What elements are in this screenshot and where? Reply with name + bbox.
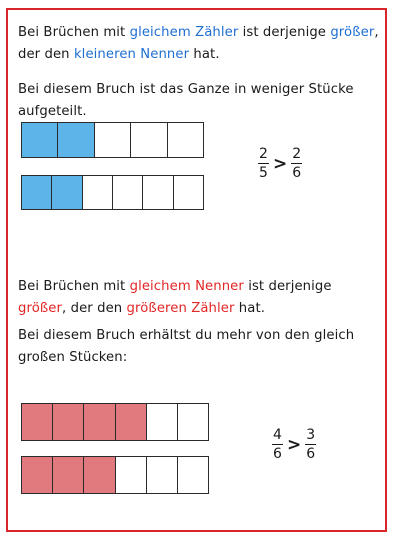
bar-segment-empty	[147, 457, 178, 493]
fraction-bar-three-sixths	[21, 456, 209, 494]
greater-than-symbol: >	[273, 153, 288, 174]
bar-segment-empty	[168, 123, 203, 157]
comparison-4-6-vs-3-6	[272, 427, 316, 462]
bar-segment-empty	[178, 404, 208, 440]
fraction-right: $\frac{3}{6}$	[306, 427, 316, 463]
fraction-right: $\frac{2}{6}$	[292, 146, 302, 182]
bar-segment-empty	[95, 123, 131, 157]
bar-segment-shaded	[84, 457, 115, 493]
bar-segment-shaded	[53, 457, 84, 493]
comparison-2-5-vs-2-6	[258, 146, 302, 181]
fraction-left: $\frac{2}{5}$	[259, 146, 268, 182]
bar-segment-shaded	[22, 176, 52, 209]
bar-segment-shaded	[116, 404, 147, 440]
rule-same-numerator: Bei Brüchen mit gleichem Zähler ist derjenige größer, der den kleineren Nenner hat.	[18, 25, 379, 62]
fraction-left: $\frac{4}{6}$	[273, 427, 282, 463]
bar-segment-empty	[131, 123, 167, 157]
fraction-bar-sixths	[21, 175, 204, 210]
explanation-same-denominator: Bei diesem Bruch erhältst du mehr von den gleich großen Stücken:	[18, 328, 355, 365]
bar-segment-empty	[113, 176, 143, 209]
bar-segment-shaded	[84, 404, 115, 440]
bar-segment-empty	[116, 457, 147, 493]
fraction-bar-four-sixths	[21, 403, 209, 441]
greater-than-symbol: >	[287, 434, 302, 455]
bar-segment-shaded	[22, 457, 53, 493]
rule-same-denominator: Bei Brüchen mit gleichem Nenner ist derjenige größer, der den größeren Zähler hat.	[18, 279, 332, 316]
bar-segment-shaded	[58, 123, 94, 157]
fraction-bar-fifths	[21, 122, 204, 158]
bar-segment-empty	[174, 176, 203, 209]
bar-segment-empty	[147, 404, 178, 440]
bar-segment-shaded	[52, 176, 82, 209]
explanation-same-numerator: Bei diesem Bruch ist das Ganze in weniger Stücke aufgeteilt.	[18, 82, 354, 119]
bar-segment-shaded	[22, 123, 58, 157]
bar-segment-empty	[83, 176, 113, 209]
bar-segment-shaded	[53, 404, 84, 440]
bar-segment-empty	[143, 176, 173, 209]
bar-segment-shaded	[22, 404, 53, 440]
bar-segment-empty	[178, 457, 208, 493]
